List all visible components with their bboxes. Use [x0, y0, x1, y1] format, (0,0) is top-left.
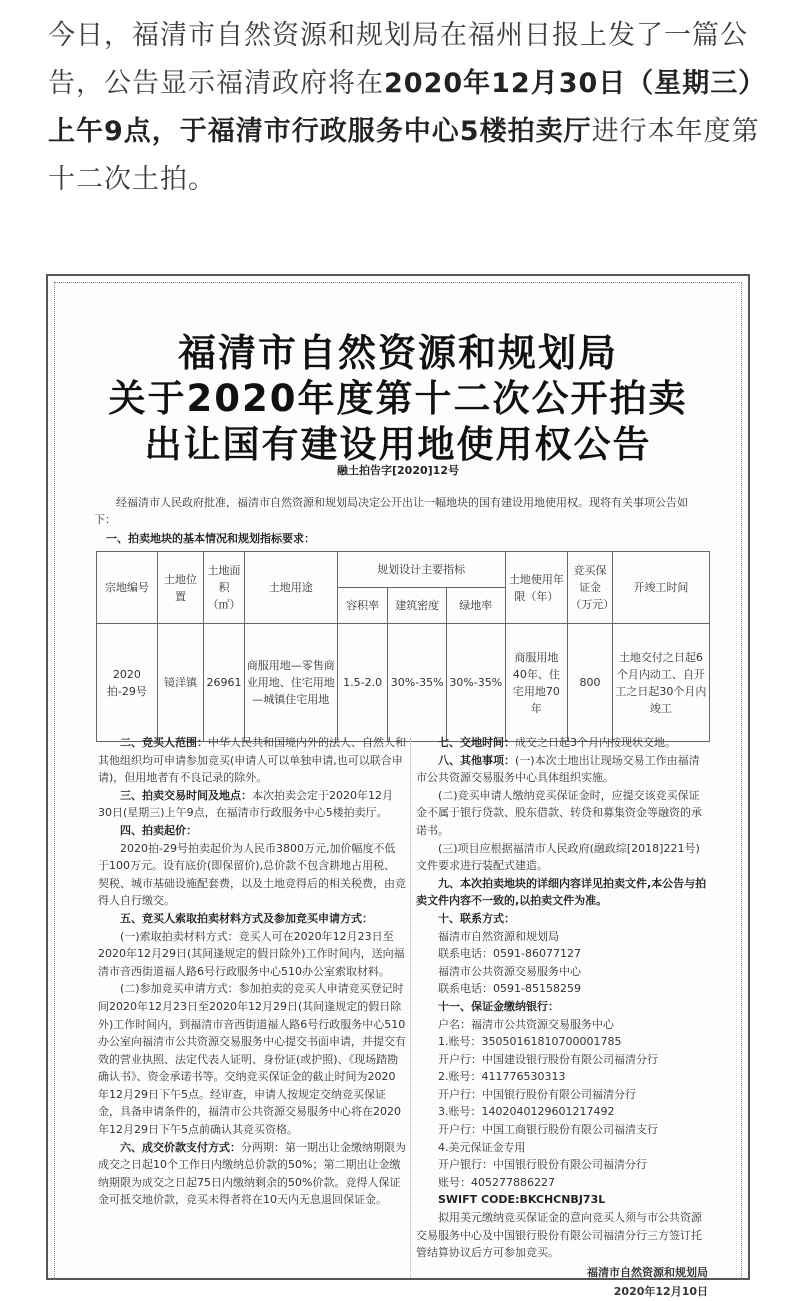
- cell-location: 镜洋镇: [157, 624, 204, 742]
- usd-note: 拟用美元缴纳竞买保证金的意向竞买人须与市公共资源交易服务中心及中国银行股份有限公司福清分行三方签订托管结算协议后方可参加竞买。: [416, 1211, 702, 1260]
- cell-use: 商服用地—零售商业用地、住宅用地—城镇住宅用地: [244, 624, 337, 742]
- newspaper-notice-image: [46, 274, 750, 1299]
- th-green: 绿地率: [446, 588, 505, 624]
- th-planning: 规划设计主要指标: [337, 552, 505, 588]
- section8-item3: (三)项目应根据福清市人民政府(融政综[2018]221号)文件要求进行装配式建造。: [416, 841, 700, 873]
- contact1-name: 福清市自然资源和规划局: [438, 929, 559, 943]
- notice-preface: 经福清市人民政府批准，福清市自然资源和规划局决定公开出让一幅地块的国有建设用地使用权。现将有关事项公告如下：: [94, 496, 688, 526]
- notice-title-line2: 关于2020年度第十二次公开拍卖: [108, 377, 688, 420]
- section2-text: 中华人民共和国境内外的法人、自然人和其他组织均可申请参加竞买(申请人可以单独申请,也可以联合申请)，但用地者有不良记录的除外。: [98, 736, 406, 785]
- intro-bold-text: 2020年12月30日（星期三）上午9点，于福清市行政服务中心5楼拍卖厅: [48, 68, 753, 147]
- cell-density: 30%-35%: [388, 624, 447, 742]
- notice-right-column: [416, 734, 708, 1301]
- notice-title-line1: 福清市自然资源和规划局: [177, 331, 618, 375]
- account1: 1.账号：35050161810700001785: [438, 1035, 622, 1049]
- section6-title: 六、成交价款支付方式：: [120, 1140, 241, 1154]
- th-far: 容积率: [337, 588, 388, 624]
- section5-title: 五、竞买人索取拍卖材料方式及参加竞买申请方式：: [120, 911, 373, 925]
- notice-left-column: [98, 734, 406, 1209]
- section9: 九、本次拍卖地块的详细内容详见拍卖文件,本公告与拍卖文件内容不一致的,以拍卖文件为准。: [416, 876, 707, 908]
- bank1: 开户行：中国建设银行股份有限公司福清分行: [438, 1052, 658, 1066]
- section11-title: 十一、保证金缴纳银行：: [438, 999, 559, 1013]
- usd-account: 账号：405277886227: [438, 1175, 555, 1189]
- th-term: 土地使用年限（年）: [505, 552, 568, 624]
- cell-term: 商服用地40年、住宅用地70年: [505, 624, 568, 742]
- cell-green: 30%-35%: [446, 624, 505, 742]
- section1-title: 一、拍卖地块的基本情况和规划指标要求：: [106, 532, 315, 545]
- signature-date: 2020年12月10日: [613, 1285, 708, 1299]
- bank3: 开户行：中国工商银行股份有限公司福清支行: [438, 1123, 658, 1137]
- section10-title: 十、联系方式：: [438, 911, 515, 925]
- cell-plot-no: 2020拍-29号: [97, 624, 158, 742]
- section8-item1: (一)本次土地出让现场交易工作由福清市公共资源交易服务中心具体组织实施。: [416, 753, 700, 785]
- table-header-row: [97, 552, 710, 588]
- section4-text: 2020拍-29号拍卖起价为人民币3800万元,加价幅度不低于100万元。设有底价(即保留价),总价款不包含耕地占用税、契税、城市基础设施配套费，以及土地竞得后的相关税费，由竞得人自行缴交。: [98, 841, 406, 908]
- land-info-table: [96, 551, 710, 742]
- section6-text: 分两期：第一期出让金缴纳期限为成交之日起10个工作日内缴纳总价款的50%；第二期出让金缴纳期限为成交之日起75日内缴纳剩余的50%价款。竞得人保证金可抵交地价款，竞买未得者将在10天内无息退回保证金。: [98, 1140, 406, 1207]
- section6: [98, 1139, 406, 1209]
- section2-title: 二、竞买人范围：: [120, 736, 208, 749]
- th-use: 土地用途: [244, 552, 337, 624]
- contact2-phone: 联系电话：0591-85158259: [438, 982, 581, 996]
- account3: 3.账号：1402040129601217492: [438, 1105, 615, 1119]
- th-location: 土地位置: [157, 552, 204, 624]
- section4-title: 四、拍卖起价：: [120, 823, 197, 837]
- usd-deposit: 4.美元保证金专用: [438, 1140, 526, 1154]
- swift-code: SWIFT CODE:BKCHCNBJ73L: [438, 1193, 606, 1207]
- section3: [98, 787, 406, 822]
- th-area: 土地面积（㎡）: [204, 552, 244, 624]
- cell-far: 1.5-2.0: [337, 624, 388, 742]
- bank2: 开户行：中国银行股份有限公司福清分行: [438, 1087, 636, 1101]
- intro-text-end: 进行本年度第十二次土拍。: [48, 116, 760, 195]
- section2: [98, 734, 406, 787]
- cell-deposit: 800: [568, 624, 613, 742]
- contact2-name: 福清市公共资源交易服务中心: [438, 964, 581, 978]
- section5-item2: (二)参加竞买申请方式：参加拍卖的竞买人申请竞买登记时间2020年12月23日至2020年12月29日(其间逢规定的假日除外)工作时间内，到福清市音西街道福人路6号行政服务中心510办公室向福清市公共资源交易服务中心提交书面申请，并提交有效的营业执照、法定代表人证明、身份证(或护照)、《现场踏勘确认书》、资金承诺书等。交纳竞买保证金的截止时间为2020年12月29日下午5点。经审查，申请人按规定交纳竞买保证金，具备申请条件的，福清市公共资源交易服务中心将在2020年12月29日下午5点前确认其竞买资格。: [98, 982, 406, 1137]
- section8-item2: (二)竞买申请人缴纳竞买保证金时，应提交该竞买保证金不属于银行贷款、股东借款、转贷和募集资金等融资的承诺书。: [416, 788, 702, 837]
- section8-title: 八、其他事项：: [438, 753, 515, 767]
- account2: 2.账号：411776530313: [438, 1070, 566, 1084]
- cell-area: 26961: [204, 624, 244, 742]
- usd-bank: 开户银行：中国银行股份有限公司福清分行: [438, 1158, 647, 1172]
- notice-title-line3: 出让国有建设用地使用权公告: [144, 423, 652, 466]
- contact1-phone: 联系电话：0591-86077127: [438, 947, 581, 961]
- section7-text: 成交之日起3个月内按现状交地。: [515, 736, 676, 749]
- section3-text: 本次拍卖会定于2020年12月30日(星期三)上午9点，在福清市行政服务中心5楼拍卖厅。: [98, 788, 393, 820]
- section3-title: 三、拍卖交易时间及地点：: [120, 788, 252, 802]
- doc-number: 融土拍告字[2020]12号: [337, 464, 459, 477]
- table-row: [97, 624, 710, 742]
- section7-title: 七、交地时间：: [438, 736, 515, 749]
- cell-schedule: 土地交付之日起6个月内动工、自开工之日起30个月内竣工: [612, 624, 709, 742]
- section5-item1: (一)索取拍卖材料方式：竞买人可在2020年12月23日至2020年12月29日(其间逢规定的假日除外)工作时间内，送向福清市音西街道福人路6号行政服务中心510办公室索取材料。: [98, 929, 405, 978]
- section8: [416, 752, 708, 787]
- th-plot-no: 宗地编号: [97, 552, 158, 624]
- th-density: 建筑密度: [388, 588, 447, 624]
- th-schedule: 开竣工时间: [612, 552, 709, 624]
- account-name: 户名：福清市公共资源交易服务中心: [438, 1017, 614, 1031]
- intro-text: 今日，福清市自然资源和规划局在福州日报上发了一篇公告，公告显示福清政府将在: [48, 20, 748, 99]
- article-intro: [48, 12, 760, 204]
- signature-org: 福清市自然资源和规划局: [587, 1265, 708, 1279]
- th-deposit: 竞买保证金（万元）: [568, 552, 613, 624]
- section7: [416, 734, 708, 752]
- column-divider: [410, 738, 411, 1278]
